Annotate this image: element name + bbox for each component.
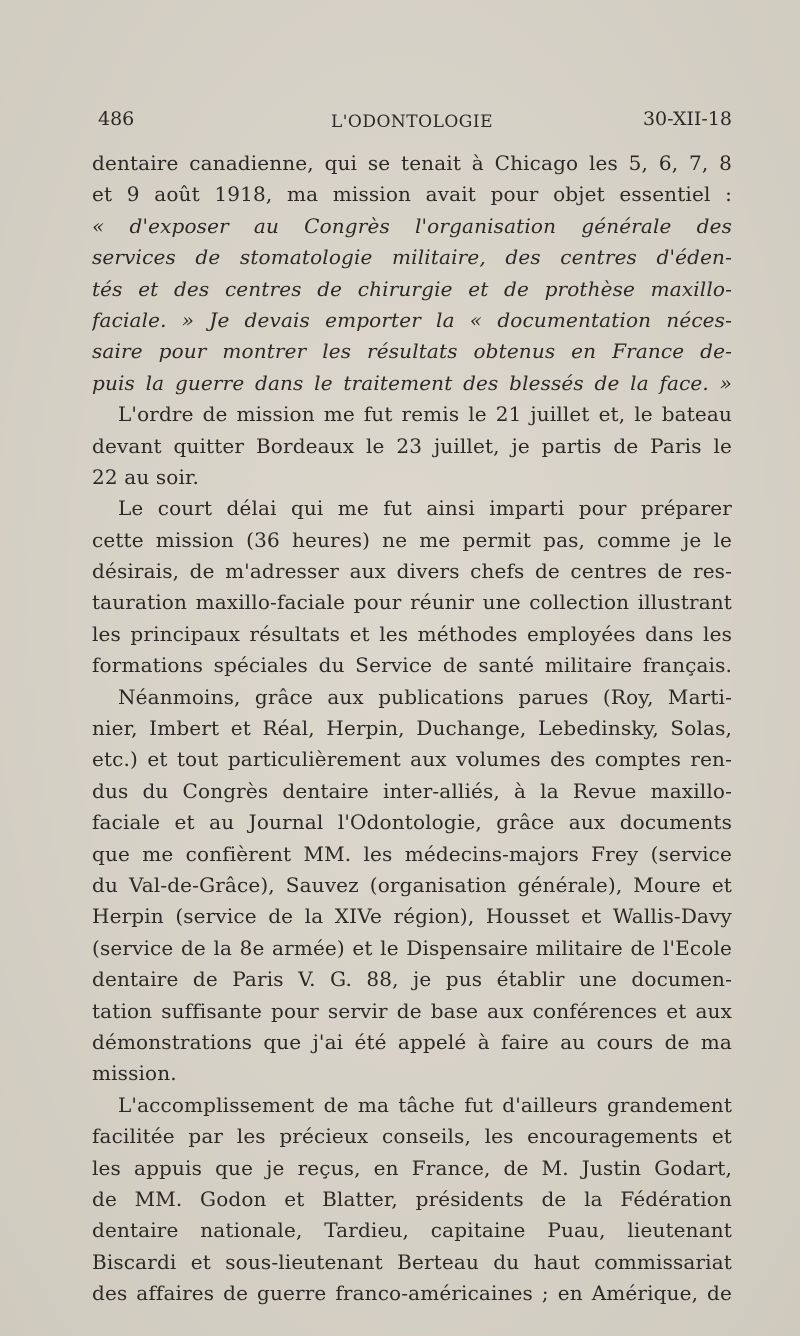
text-line: saire pour montrer les résultats obtenus en France de- [92, 339, 732, 364]
text-line: L'ordre de mission me fut remis le 21 juillet et, le bateau [118, 402, 732, 427]
text-line: Le court délai qui me fut ainsi imparti pour préparer [118, 496, 732, 521]
text-line: L'accomplissement de ma tâche fut d'ailleurs grandement [118, 1092, 732, 1117]
text-line: cette mission (36 heures) ne me permit pas, comme je le [92, 527, 732, 552]
running-title: L'ODONTOLOGIE [330, 112, 494, 132]
text-line: tés et des centres de chirurgie et de prothèse maxillo- [92, 276, 732, 301]
text-line: les principaux résultats et les méthodes employées dans les [92, 621, 732, 646]
text-line: et 9 août 1918, ma mission avait pour objet essentiel : [92, 182, 732, 207]
text-line: 22 au soir. [92, 464, 200, 489]
text-line: de MM. Godon et Blatter, présidents de la Fédération [92, 1186, 732, 1211]
text-line: Biscardi et sous-lieutenant Berteau du haut commissariat [92, 1249, 732, 1274]
text-line: dentaire nationale, Tardieu, capitaine Puau, lieutenant [92, 1218, 732, 1243]
text-line: tauration maxillo-faciale pour réunir une collection illustrant [92, 590, 732, 615]
text-line: devant quitter Bordeaux le 23 juillet, je partis de Paris le [92, 433, 732, 458]
page-header [92, 108, 732, 144]
text-line: services de stomatologie militaire, des centres d'éden- [92, 245, 732, 270]
text-line: Herpin (service de la XIVe région), Housset et Wallis-Davy [92, 904, 732, 929]
text-line: faciale. » Je devais emporter la « documentation néces- [92, 307, 732, 332]
text-line: puis la guerre dans le traitement des blessés de la face. » [92, 370, 732, 395]
issue-date: 30-XII-18 [642, 108, 732, 130]
text-line: dus du Congrès dentaire inter-alliés, à la Revue maxillo- [92, 778, 732, 803]
text-line: dentaire de Paris V. G. 88, je pus établir une documen- [92, 967, 732, 992]
text-line: que me confièrent MM. les médecins-majors Frey (service [92, 841, 732, 866]
text-line: mission. [92, 1061, 177, 1086]
text-line: nier, Imbert et Réal, Herpin, Duchange, Lebedinsky, Solas, [92, 716, 732, 741]
text-line: Néanmoins, grâce aux publications parues (Roy, Marti- [118, 684, 732, 709]
text-line: etc.) et tout particulièrement aux volumes des comptes ren- [92, 747, 732, 772]
text-line: démonstrations que j'ai été appelé à faire au cours de ma [92, 1029, 732, 1054]
page-number: 486 [98, 108, 135, 130]
text-line: les appuis que je reçus, en France, de M. Justin Godart, [92, 1155, 732, 1180]
text-line: formations spéciales du Service de santé militaire français. [92, 653, 732, 678]
text-line: tation suffisante pour servir de base aux conférences et aux [92, 998, 732, 1023]
text-line: faciale et au Journal l'Odontologie, grâce aux documents [92, 810, 732, 835]
text-line: « d'exposer au Congrès l'organisation générale des [92, 213, 732, 238]
text-line: désirais, de m'adresser aux divers chefs de centres de res- [92, 559, 732, 584]
text-line: (service de la 8e armée) et le Dispensaire militaire de l'Ecole [92, 935, 732, 960]
text-line: des affaires de guerre franco-américaines ; en Amérique, de [92, 1281, 732, 1306]
text-line: facilitée par les précieux conseils, les encouragements et [92, 1124, 732, 1149]
text-line: du Val-de-Grâce), Sauvez (organisation générale), Moure et [92, 872, 732, 897]
body-text [92, 148, 732, 1309]
text-line: dentaire canadienne, qui se tenait à Chicago les 5, 6, 7, 8 [92, 151, 732, 175]
